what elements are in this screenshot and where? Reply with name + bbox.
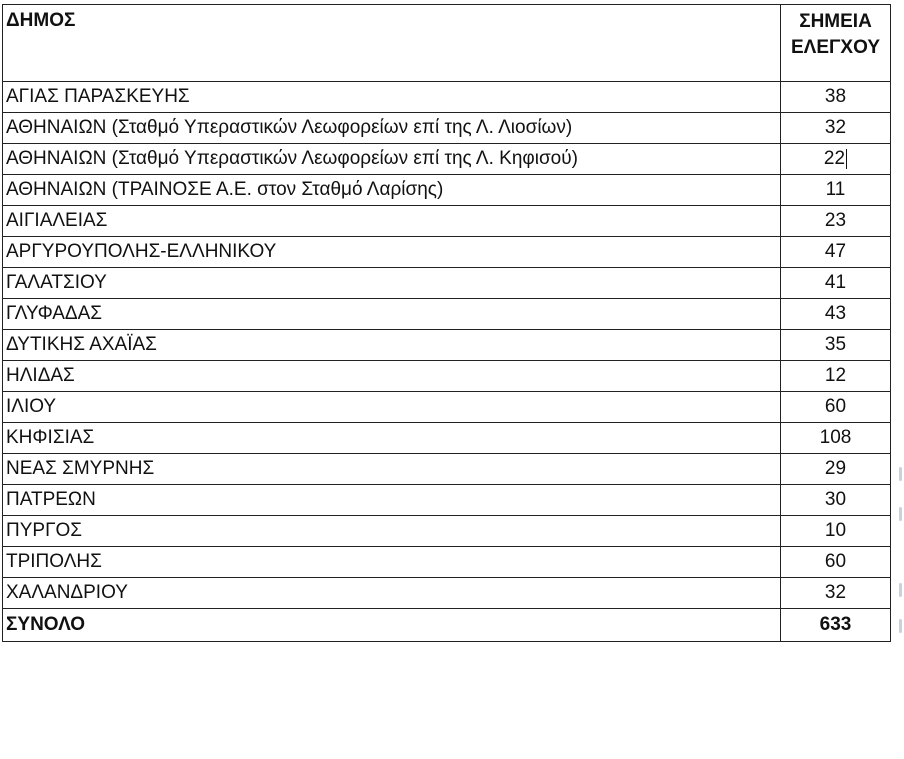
table-row: [3, 268, 891, 299]
municipality-cell[interactable]: ΑΓΙΑΣ ΠΑΡΑΣΚΕΥΗΣ: [3, 82, 781, 113]
checkpoints-column-header: [781, 5, 891, 82]
checkpoints-cell[interactable]: 60: [781, 392, 891, 423]
checkpoints-table-container: [2, 4, 890, 642]
table-row: [3, 485, 891, 516]
checkpoints-cell[interactable]: 43: [781, 299, 891, 330]
table-row: [3, 454, 891, 485]
checkpoints-table: [2, 4, 891, 642]
checkpoints-value: 22: [823, 148, 846, 169]
table-row: [3, 423, 891, 454]
checkpoints-cell[interactable]: 32: [781, 113, 891, 144]
table-row: [3, 175, 891, 206]
table-row: [3, 392, 891, 423]
table-row: [3, 578, 891, 609]
checkpoints-cell[interactable]: 32: [781, 578, 891, 609]
total-row: [3, 609, 891, 642]
municipality-cell[interactable]: ΠΥΡΓΟΣ: [3, 516, 781, 547]
table-row: [3, 361, 891, 392]
checkpoints-cell[interactable]: 60: [781, 547, 891, 578]
checkpoints-header-line2: ΕΛΕΓΧΟΥ: [790, 37, 881, 58]
table-row: [3, 113, 891, 144]
margin-mark: [899, 507, 902, 521]
margin-mark: [899, 583, 902, 597]
municipality-cell[interactable]: ΝΕΑΣ ΣΜΥΡΝΗΣ: [3, 454, 781, 485]
municipality-cell[interactable]: ΑΙΓΙΑΛΕΙΑΣ: [3, 206, 781, 237]
checkpoints-cell[interactable]: 23: [781, 206, 891, 237]
total-label-cell[interactable]: ΣΥΝΟΛΟ: [3, 609, 781, 642]
municipality-cell[interactable]: ΧΑΛΑΝΔΡΙΟΥ: [3, 578, 781, 609]
municipality-cell[interactable]: ΓΛΥΦΑΔΑΣ: [3, 299, 781, 330]
table-row: [3, 237, 891, 268]
municipality-cell[interactable]: ΑΘΗΝΑΙΩΝ (Σταθμό Υπεραστικών Λεωφορείων επί της Λ. Κηφισού): [3, 144, 781, 175]
municipality-cell[interactable]: ΔΥΤΙΚΗΣ ΑΧΑΪΑΣ: [3, 330, 781, 361]
municipality-cell[interactable]: ΗΛΙΔΑΣ: [3, 361, 781, 392]
municipality-cell[interactable]: ΙΛΙΟΥ: [3, 392, 781, 423]
total-count-cell[interactable]: 633: [781, 609, 891, 642]
checkpoints-cell[interactable]: 38: [781, 82, 891, 113]
municipality-cell[interactable]: ΑΘΗΝΑΙΩΝ (Σταθμό Υπεραστικών Λεωφορείων επί της Λ. Λιοσίων): [3, 113, 781, 144]
text-cursor: [846, 149, 847, 169]
municipality-cell[interactable]: ΤΡΙΠΟΛΗΣ: [3, 547, 781, 578]
margin-mark: [899, 619, 902, 633]
municipality-cell[interactable]: ΓΑΛΑΤΣΙΟΥ: [3, 268, 781, 299]
checkpoints-cell-active[interactable]: [781, 144, 891, 175]
checkpoints-cell[interactable]: 47: [781, 237, 891, 268]
municipality-cell[interactable]: ΑΡΓΥΡΟΥΠΟΛΗΣ-ΕΛΛΗΝΙΚΟΥ: [3, 237, 781, 268]
table-row: [3, 299, 891, 330]
table-row: [3, 330, 891, 361]
table-row: [3, 144, 891, 175]
municipality-column-header: ΔΗΜΟΣ: [3, 5, 781, 82]
municipality-cell[interactable]: ΠΑΤΡΕΩΝ: [3, 485, 781, 516]
table-header-row: [3, 5, 891, 82]
checkpoints-cell[interactable]: 10: [781, 516, 891, 547]
checkpoints-cell[interactable]: 12: [781, 361, 891, 392]
table-row: [3, 516, 891, 547]
checkpoints-cell[interactable]: 30: [781, 485, 891, 516]
checkpoints-cell[interactable]: 11: [781, 175, 891, 206]
table-row: [3, 82, 891, 113]
checkpoints-cell[interactable]: 108: [781, 423, 891, 454]
municipality-cell[interactable]: ΑΘΗΝΑΙΩΝ (ΤΡΑΙΝΟΣΕ Α.Ε. στον Σταθμό Λαρίσης): [3, 175, 781, 206]
table-row: [3, 547, 891, 578]
checkpoints-cell[interactable]: 41: [781, 268, 891, 299]
table-row: [3, 206, 891, 237]
checkpoints-cell[interactable]: 29: [781, 454, 891, 485]
checkpoints-cell[interactable]: 35: [781, 330, 891, 361]
margin-mark: [899, 467, 902, 481]
checkpoints-header-line1: ΣΗΜΕΙΑ: [799, 11, 872, 32]
municipality-cell[interactable]: ΚΗΦΙΣΙΑΣ: [3, 423, 781, 454]
